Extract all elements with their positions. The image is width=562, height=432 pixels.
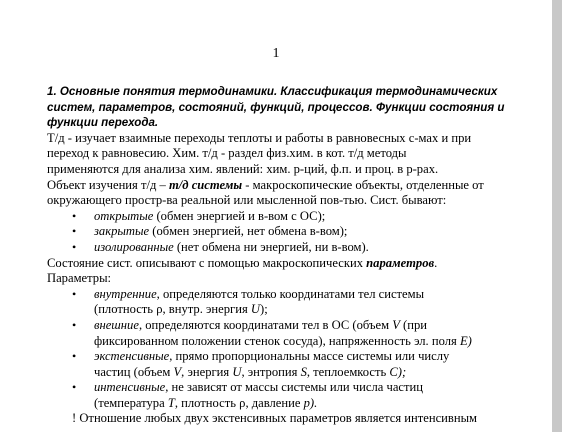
text-span: , теплоемкость: [306, 364, 390, 379]
text-span: (температура: [94, 395, 168, 410]
symbol-rho: ρ: [239, 395, 246, 410]
list-item: [47, 380, 542, 411]
term: интенсивные: [94, 380, 166, 395]
parameters-list: [47, 287, 542, 412]
bullet-icon: •: [72, 317, 77, 332]
item-line: [94, 334, 542, 350]
variable: U: [232, 364, 242, 379]
text-span: ): [467, 333, 472, 348]
item-line: [94, 302, 542, 318]
term: внешние: [94, 317, 139, 332]
bullet-icon: •: [72, 208, 77, 223]
bullet-icon: •: [72, 286, 77, 301]
term: внутренние: [94, 286, 157, 301]
object-line: [47, 178, 542, 194]
text-span: - макроскопические объекты, отделенные от: [242, 177, 484, 192]
intro-line: Т/д - изучает взаимные переходы теплоты и работы в равновесных с-мах и при: [47, 130, 472, 145]
list-item: [47, 240, 542, 256]
variable: E: [459, 333, 468, 348]
text-span: фиксированном положении стенок сосуда), напряженность эл. поля: [94, 333, 460, 348]
term: закрытые: [94, 224, 150, 239]
heading-line: функции перехода.: [47, 116, 159, 130]
variable: S: [300, 364, 307, 379]
variable: T: [167, 395, 175, 410]
params-label: Параметры:: [47, 271, 112, 286]
variable: U: [250, 302, 261, 317]
text-span: , не зависят от массы системы или числа частиц: [165, 380, 423, 395]
text-span: (плотность: [94, 302, 157, 317]
bullet-icon: •: [72, 380, 77, 395]
page-content: [47, 84, 542, 427]
intro-line: переход к равновесию. Хим. т/д - раздел физ.хим. в кот. т/д методы: [47, 146, 407, 161]
text-span: , плотность: [174, 395, 240, 410]
variable: V: [173, 364, 182, 379]
text-span: .: [434, 255, 438, 270]
item-line: [94, 380, 542, 396]
term: открытые: [94, 208, 154, 223]
intro-paragraph: [47, 131, 542, 209]
text-span: (обмен энергией, нет обмена в-вом);: [149, 224, 348, 239]
bullet-icon: •: [72, 224, 77, 239]
item-line: [94, 318, 542, 334]
text-span: частиц (объем: [94, 364, 174, 379]
term-td-system: т/д системы: [169, 177, 243, 192]
text-span: Объект изучения т/д –: [47, 177, 169, 192]
text-span: , давление: [245, 395, 304, 410]
text-span: , определяются только координатами тел системы: [156, 286, 425, 301]
text-span: ).: [309, 395, 318, 410]
intro-line: применяются для анализа хим. явлений: хим. р-ций, ф.п. и проц. в р-рах.: [47, 161, 439, 176]
list-item: [47, 287, 542, 318]
list-item: [47, 209, 542, 225]
term: экстенсивные: [94, 349, 170, 364]
state-line: [47, 256, 542, 272]
item-line: [94, 396, 542, 412]
system-types-list: [47, 209, 542, 256]
list-item: [47, 318, 542, 349]
heading-line: систем, параметров, состояний, функций, процессов. Функции состояния и: [47, 100, 505, 114]
text-span: , энергия: [181, 364, 233, 379]
symbol-rho: ρ: [156, 302, 163, 317]
item-line: [94, 365, 542, 381]
item-line: [94, 287, 542, 303]
text-span: );: [397, 364, 407, 379]
term: изолированные: [94, 239, 174, 254]
text-span: , определяются координатами тел в ОС (объем: [138, 317, 393, 332]
variable: V: [392, 317, 400, 332]
text-span: Состояние сист. описывают с помощью макроскопических: [47, 255, 367, 270]
text-span: , энтропия: [241, 364, 301, 379]
heading-line: 1. Основные понятия термодинамики. Классификация термодинамических: [47, 85, 498, 98]
list-item: [47, 349, 542, 380]
list-item: [47, 224, 542, 240]
section-heading: [47, 84, 542, 131]
bullet-icon: •: [72, 239, 77, 254]
variable: p: [303, 395, 310, 410]
text-span: (обмен энергией и в-вом с ОС);: [153, 208, 326, 223]
text-span: (при: [399, 317, 428, 332]
text-span: , внутр. энергия: [162, 302, 251, 317]
object-line: окружающего простр-ва реальной или мысленной пов-тью. Сист. бывают:: [47, 193, 447, 208]
variable: C: [389, 364, 398, 379]
text-span: (нет обмена ни энергией, ни в-вом).: [173, 239, 369, 254]
term-parameters: параметров: [366, 255, 435, 270]
bullet-icon: •: [72, 349, 77, 364]
item-line: [94, 349, 542, 365]
page-number: 1: [272, 46, 280, 61]
last-line: ! Отношение любых двух экстенсивных параметров является интенсивным: [72, 411, 478, 426]
text-span: , прямо пропорциональны массе системы или числу: [169, 349, 450, 364]
text-span: );: [260, 302, 268, 317]
page-edge: [552, 0, 562, 432]
